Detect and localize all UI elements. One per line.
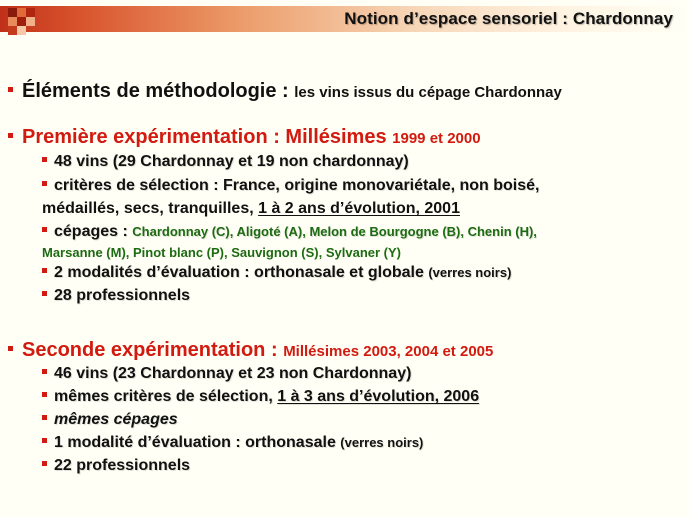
bullet-marker xyxy=(8,133,13,138)
sub-item-text: mêmes critères de sélection, xyxy=(54,388,273,405)
bullet-first-experiment xyxy=(8,126,481,149)
sub-item xyxy=(42,411,178,429)
slide-title: Notion d’espace sensoriel : Chardonnay xyxy=(344,9,673,28)
sub-marker xyxy=(42,227,47,232)
sub-item-underlined: 1 à 2 ans d’évolution, 2001 xyxy=(258,200,460,217)
sub-item xyxy=(42,365,411,383)
sub-item xyxy=(42,223,537,241)
sub-marker xyxy=(42,157,47,162)
sub-item-text: mêmes cépages xyxy=(54,411,178,428)
sub-item xyxy=(42,153,409,171)
sub-item xyxy=(42,287,190,305)
sub-marker xyxy=(42,291,47,296)
sub-item-text: critères de sélection : France, origine monovariétale, non boisé, xyxy=(54,177,540,194)
sub-marker xyxy=(42,438,47,443)
sub-item-continuation xyxy=(42,200,460,218)
bullet-methodology xyxy=(8,80,562,103)
grape-list: Chardonnay (C), Aligoté (A), Melon de Bourgogne (B), Chenin (H), xyxy=(132,224,537,239)
bullet-head: Première expérimentation : Millésimes xyxy=(22,126,387,148)
sub-item xyxy=(42,457,190,475)
sub-item-text: 28 professionnels xyxy=(54,287,191,304)
bullet-marker xyxy=(8,87,13,92)
sub-item xyxy=(42,264,511,282)
sub-marker xyxy=(42,392,47,397)
sub-item-text: 2 modalités d’évaluation : orthonasale et globale xyxy=(54,264,424,281)
sub-item-text: 1 modalité d’évaluation : orthonasale xyxy=(54,434,336,451)
sub-item xyxy=(42,388,479,406)
bullet-tail: les vins issus du cépage Chardonnay xyxy=(294,84,562,101)
sub-item-text: 48 vins (29 Chardonnay et 19 non chardonnay) xyxy=(54,153,409,170)
sub-item-underlined: 1 à 3 ans d’évolution, 2006 xyxy=(277,388,480,405)
sub-marker xyxy=(42,369,47,374)
sub-marker xyxy=(42,268,47,273)
sub-item-note: (verres noirs) xyxy=(340,435,424,450)
sub-marker xyxy=(42,461,47,466)
sub-marker xyxy=(42,181,47,186)
grape-list-continuation: Marsanne (M), Pinot blanc (P), Sauvignon (S), Sylvaner (Y) xyxy=(42,245,401,260)
bullet-second-experiment xyxy=(8,339,493,362)
bullet-head: Seconde expérimentation : xyxy=(22,339,278,361)
sub-item-text: cépages : xyxy=(54,223,128,240)
sub-item-text: 46 vins (23 Chardonnay et 23 non Chardonnay) xyxy=(54,365,412,382)
sub-item-text: médaillés, secs, tranquilles, xyxy=(42,200,254,217)
sub-item-note: (verres noirs) xyxy=(428,265,512,280)
logo-checker xyxy=(8,8,42,34)
sub-marker xyxy=(42,415,47,420)
sub-item xyxy=(42,177,539,195)
bullet-years: 1999 et 2000 xyxy=(392,130,481,147)
sub-item-text: 22 professionnels xyxy=(54,457,191,474)
bullet-head: Éléments de méthodologie : xyxy=(22,80,289,102)
bullet-tail: Millésimes 2003, 2004 et 2005 xyxy=(283,343,494,360)
sub-item xyxy=(42,434,423,452)
bullet-marker xyxy=(8,346,13,351)
